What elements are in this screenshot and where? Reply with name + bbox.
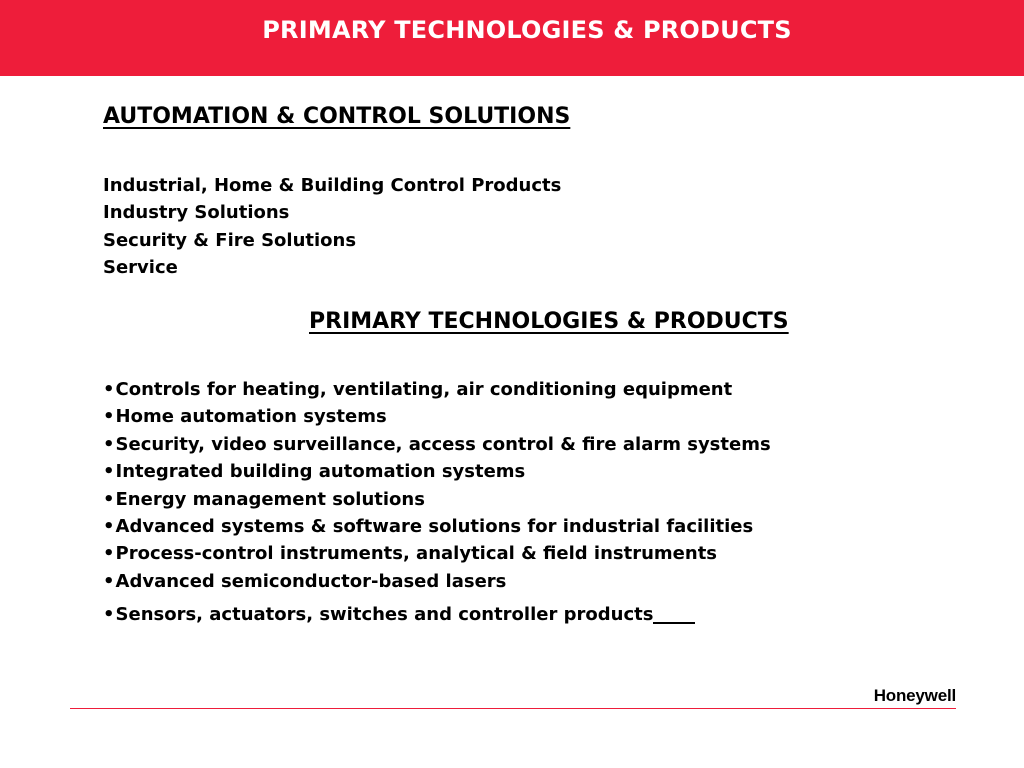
banner-title: PRIMARY TECHNOLOGIES & PRODUCTS	[262, 16, 792, 44]
bullet-glyph: •	[103, 488, 115, 510]
bullet-glyph: •	[103, 516, 115, 538]
bullet-glyph: •	[103, 406, 115, 428]
bullet-glyph: •	[103, 543, 115, 565]
technologies-heading: PRIMARY TECHNOLOGIES & PRODUCTS	[309, 309, 789, 334]
trailing-underline	[653, 621, 695, 624]
product-item	[103, 513, 771, 540]
product-item-label: Sensors, actuators, switches and controller products	[115, 604, 654, 626]
product-item	[103, 601, 771, 628]
product-item	[103, 568, 771, 595]
bullet-glyph: •	[103, 433, 115, 455]
product-item	[103, 486, 771, 513]
product-item	[103, 458, 771, 485]
footer-rule	[70, 708, 956, 709]
products-list	[103, 376, 771, 629]
bullet-glyph: •	[103, 461, 115, 483]
product-item	[103, 431, 771, 458]
product-item	[103, 376, 771, 403]
bullet-glyph: •	[103, 604, 115, 626]
bullet-glyph: •	[103, 570, 115, 592]
product-item-label: Process-control instruments, analytical & field instruments	[115, 543, 718, 565]
solutions-item: Industry Solutions	[103, 202, 290, 224]
title-banner	[0, 0, 1024, 76]
product-item-label: Advanced systems & software solutions for industrial facilities	[115, 516, 754, 538]
product-item-label: Integrated building automation systems	[115, 461, 526, 483]
bullet-glyph: •	[103, 379, 115, 400]
solutions-item: Security & Fire Solutions	[103, 229, 357, 251]
solutions-list	[103, 172, 561, 281]
solutions-item: Industrial, Home & Building Control Products	[103, 175, 562, 196]
solutions-item: Service	[103, 256, 178, 278]
automation-heading: AUTOMATION & CONTROL SOLUTIONS	[103, 104, 571, 129]
product-item	[103, 540, 771, 567]
product-item-label: Energy management solutions	[115, 488, 425, 510]
product-item-label: Home automation systems	[115, 406, 387, 428]
product-item-label: Advanced semiconductor-based lasers	[115, 570, 507, 592]
product-item	[103, 403, 771, 430]
product-item-label: Security, video surveillance, access control & fire alarm systems	[115, 433, 771, 455]
product-item-label: Controls for heating, ventilating, air conditioning equipment	[115, 379, 733, 400]
honeywell-logo: Honeywell	[873, 686, 956, 705]
